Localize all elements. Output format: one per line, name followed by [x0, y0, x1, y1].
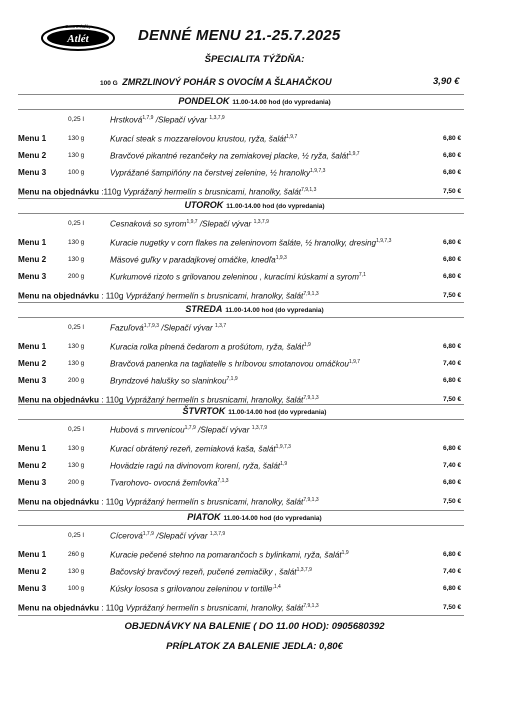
day-hours: 11.00-14.00 hod (do vypredania): [228, 409, 327, 416]
special-price: 3,90 €: [433, 76, 460, 87]
footer-orders: OBJEDNÁVKY NA BALENIE ( DO 11.00 HOD): 0905680392: [124, 621, 385, 632]
menu-desc: [110, 359, 360, 369]
soup-row: [0, 115, 509, 129]
menu-allergens: 7,1,9: [226, 376, 238, 382]
soup-name: Hubová s mrvenicou: [110, 425, 185, 435]
menu-qty: 130 g: [68, 239, 85, 246]
menu-desc: [110, 567, 312, 577]
section-divider: [18, 94, 464, 95]
soup-desc: [110, 219, 269, 229]
soup-desc: [110, 531, 225, 541]
menu-desc: [110, 238, 391, 248]
menu-price: 6,80 €: [443, 479, 462, 486]
menu-row: [0, 478, 509, 492]
menu-label: Menu 3: [18, 376, 47, 385]
menu-price: 6,80 €: [443, 377, 462, 384]
menu-allergens: 1,9,3: [275, 255, 287, 261]
menu-label: Menu 1: [18, 444, 47, 453]
menu-dish: Kuracie nugetky v corn flakes na zeleninovom šaláte, ½ hranolky, dresing: [110, 238, 377, 248]
soup-name: Hrstková: [110, 115, 143, 125]
soup-alt-allergens: 1,3,7: [215, 323, 227, 329]
menu-allergens: 7,1: [358, 272, 366, 278]
soup-name: Cesnaková so syrom: [110, 219, 187, 229]
menu-allergens: 1,9,7,3: [310, 168, 326, 174]
special-name: ZMRZLINOVÝ POHÁR S OVOCÍM A ŠLAHAČKOU: [122, 77, 332, 87]
order-price: 7,50 €: [443, 498, 462, 505]
menu-price: 7,40 €: [443, 462, 462, 469]
menu-qty: 200 g: [68, 377, 85, 384]
menu-desc: [110, 550, 349, 560]
menu-label: Menu 3: [18, 168, 47, 177]
menu-label: Menu 2: [18, 359, 47, 368]
day-heading: [0, 512, 509, 522]
special-qty: 100 G: [100, 80, 118, 87]
menu-row: [0, 376, 509, 390]
menu-price: 6,80 €: [443, 585, 462, 592]
order-qty: : 110g: [98, 497, 126, 507]
day-name: STREDA: [185, 304, 223, 314]
soup-alt: /Slepačí vývar: [195, 425, 252, 435]
menu-dish: Kurací steak s mozzarelovou krustou, ryža, šalát: [110, 134, 287, 144]
atlet-logo: [40, 22, 116, 52]
order-price: 7,50 €: [443, 188, 462, 195]
menu-allergens: 1,9,7: [348, 151, 360, 157]
menu-row: [0, 238, 509, 252]
menu-price: 6,80 €: [443, 135, 462, 142]
menu-price: 6,80 €: [443, 551, 462, 558]
order-allergens: 7,9,1,3: [303, 603, 319, 609]
order-price: 7,50 €: [443, 604, 462, 611]
menu-dish: Bryndzové halušky so slaninkou: [110, 376, 227, 386]
soup-row: [0, 219, 509, 233]
day-heading: [0, 304, 509, 314]
soup-row: [0, 425, 509, 439]
menu-dish: Hovädzie ragú na divinovom korení, ryža, šalát: [110, 461, 281, 471]
menu-qty: 130 g: [68, 360, 85, 367]
section-divider: [18, 510, 464, 511]
soup-qty: 0,25 l: [68, 116, 84, 123]
menu-price: 6,80 €: [443, 343, 462, 350]
menu-desc: [110, 134, 297, 144]
menu-desc: [110, 461, 287, 471]
menu-desc: [110, 255, 287, 265]
menu-qty: 100 g: [68, 585, 85, 592]
soup-alt-allergens: 1,3,7,9: [251, 425, 268, 431]
menu-label: Menu 3: [18, 584, 47, 593]
order-label: Menu na objednávku: [18, 497, 99, 507]
soup-alt-allergens: 1,3,7,9: [209, 531, 226, 537]
menu-price: 6,80 €: [443, 445, 462, 452]
page-title: DENNÉ MENU 21.-25.7.2025: [138, 27, 341, 44]
order-allergens: 7,9,1,3: [303, 395, 319, 401]
menu-dish: Kuracia rolka plnená čedarom a prošútom, ryža, šalát: [110, 342, 304, 352]
day-name: PIATOK: [187, 512, 221, 522]
menu-dish: Tvarohovo- ovocná žemľovka: [110, 478, 218, 488]
menu-qty: 130 g: [68, 462, 85, 469]
day-heading: [0, 200, 509, 210]
order-label: Menu na objednávku: [18, 187, 99, 197]
menu-allergens: 1,9,7,3: [275, 444, 291, 450]
menu-dish: Vyprážané šampiňóny na čerstvej zelenine, ½ hranolky: [110, 168, 311, 178]
menu-dish: Kurací obrátený rezeň, zemiaková kaša, šalát: [110, 444, 276, 454]
menu-allergens: 7,1,3: [217, 478, 229, 484]
soup-desc: [110, 425, 267, 435]
menu-row: [0, 461, 509, 475]
soup-desc: [110, 115, 225, 125]
menu-dish: Kurkumové rizoto s grilovanou zeleninou , kuracími kúskami a syrom: [110, 272, 359, 282]
menu-dish: Kuracie pečené stehno na pomarančoch s bylinkami, ryža, šalát: [110, 550, 342, 560]
soup-qty: 0,25 l: [68, 532, 84, 539]
soup-alt: /Slepačí vývar: [197, 219, 254, 229]
footer-packaging: PRÍPLATOK ZA BALENIE JEDLA: 0,80€: [166, 641, 343, 652]
menu-row: [0, 168, 509, 182]
menu-qty: 100 g: [68, 169, 85, 176]
order-qty: : 110g: [98, 603, 126, 613]
section-divider: [18, 213, 464, 214]
menu-qty: 130 g: [68, 568, 85, 575]
day-name: ŠTVRTOK: [182, 406, 226, 416]
soup-alt: /Slepačí vývar: [159, 323, 215, 333]
menu-desc: [110, 444, 291, 454]
menu-label: Menu 3: [18, 272, 47, 281]
menu-label: Menu 3: [18, 478, 47, 487]
menu-label: Menu 1: [18, 238, 47, 247]
menu-qty: 200 g: [68, 479, 85, 486]
menu-qty: 130 g: [68, 152, 85, 159]
menu-row: [0, 134, 509, 148]
order-allergens: 7,9,1,3: [303, 291, 319, 297]
section-divider: [18, 615, 464, 616]
order-dish: Vyprážaný hermelín s brusnicami, hranolky, šalát: [125, 603, 304, 613]
soup-qty: 0,25 l: [68, 220, 84, 227]
order-line: [18, 603, 319, 613]
menu-allergens: ,1,4: [272, 584, 281, 590]
menu-qty: 130 g: [68, 256, 85, 263]
menu-row: [0, 255, 509, 269]
menu-label: Menu 2: [18, 567, 47, 576]
menu-label: Menu 1: [18, 134, 47, 143]
day-hours: 11.00-14.00 hod (do vypredania): [232, 99, 331, 106]
menu-desc: [110, 342, 311, 352]
menu-row: [0, 151, 509, 165]
soup-alt: /Slepačí vývar: [153, 531, 210, 541]
soup-desc: [110, 323, 226, 333]
menu-row: [0, 550, 509, 564]
menu-qty: 260 g: [68, 551, 85, 558]
menu-dish: Bačovský bravčový rezeň, pučené zemiačiky , šalát: [110, 567, 297, 577]
day-hours: 11.00-14.00 hod (do vypredania): [226, 203, 325, 210]
menu-allergens: 1,9,7: [286, 134, 298, 140]
special-item: [100, 77, 332, 87]
menu-dish: Kúsky lososa s grilovanou zeleninou v tortille: [110, 584, 273, 594]
section-divider: [18, 525, 464, 526]
menu-price: 6,80 €: [443, 273, 462, 280]
menu-price: 7,40 €: [443, 568, 462, 575]
section-divider: [18, 198, 464, 199]
menu-allergens: 1,3,7,9: [296, 567, 312, 573]
menu-dish: Bravčové pikantné rezančeky na zemiakovej placke, ½ ryža, šalát: [110, 151, 349, 161]
menu-row: [0, 272, 509, 286]
order-label: Menu na objednávku: [18, 291, 99, 301]
order-line: [18, 187, 316, 197]
menu-qty: 200 g: [68, 273, 85, 280]
menu-price: 6,80 €: [443, 239, 462, 246]
section-divider: [18, 109, 464, 110]
soup-alt-allergens: 1,3,7,9: [209, 115, 225, 121]
menu-allergens: 1,9,7: [348, 359, 361, 365]
day-name: PONDELOK: [178, 96, 230, 106]
menu-allergens: 1,9: [303, 342, 311, 348]
menu-allergens: 1,9,7,3: [376, 238, 392, 244]
menu-row: [0, 567, 509, 581]
menu-dish: Mäsové guľky v paradajkovej omáčke, knedľa: [110, 255, 276, 265]
menu-row: [0, 444, 509, 458]
menu-price: 6,80 €: [443, 169, 462, 176]
order-row: [0, 497, 509, 511]
logo-main-text: Atlét: [67, 33, 89, 45]
soup-allergens: 1,7,9,3: [143, 323, 160, 329]
section-divider: [18, 419, 464, 420]
soup-allergens: 1,9,7: [186, 219, 198, 225]
menu-desc: [110, 168, 325, 178]
order-dish: Vyprážaný hermelín s brusnicami, hranolky, šalát: [123, 187, 302, 197]
menu-dish: Bravčová panenka na tagliatelle s hríbovou smotanovou omáčkou: [110, 359, 349, 369]
order-qty: : 110g: [98, 291, 126, 301]
menu-qty: 130 g: [68, 135, 85, 142]
day-hours: 11.00-14.00 hod (do vypredania): [223, 515, 322, 522]
order-dish: Vyprážaný hermelín s brusnicami, hranolky, šalát: [125, 291, 304, 301]
menu-qty: 130 g: [68, 445, 85, 452]
soup-alt-allergens: 1,3,7,9: [253, 219, 269, 225]
order-allergens: 7,9,1,3: [301, 187, 317, 193]
order-qty: : 110g: [98, 395, 126, 405]
day-heading: [0, 96, 509, 106]
soup-name: Fazuľová: [110, 323, 144, 333]
logo-top-text: Gastroslužby: [64, 24, 92, 29]
order-line: [18, 497, 319, 507]
menu-row: [0, 359, 509, 373]
order-allergens: 7,9,1,3: [303, 497, 319, 503]
menu-label: Menu 2: [18, 151, 47, 160]
menu-qty: 130 g: [68, 343, 85, 350]
order-label: Menu na objednávku: [18, 603, 99, 613]
day-name: UTOROK: [184, 200, 224, 210]
order-price: 7,50 €: [443, 292, 462, 299]
day-hours: 11.00-14.00 hod (do vypredania): [225, 307, 324, 314]
soup-allergens: 1,7,9: [142, 531, 154, 537]
soup-row: [0, 323, 509, 337]
section-divider: [18, 404, 464, 405]
menu-desc: [110, 376, 238, 386]
menu-desc: [110, 151, 360, 161]
menu-desc: [110, 584, 281, 594]
soup-alt: /Slepačí vývar: [153, 115, 210, 125]
menu-label: Menu 2: [18, 461, 47, 470]
menu-label: Menu 2: [18, 255, 47, 264]
menu-allergens: 1,9: [280, 461, 288, 467]
special-heading: ŠPECIALITA TÝŽDŇA:: [204, 54, 305, 65]
soup-allergens: 1,7,9: [142, 115, 154, 121]
menu-price: 6,80 €: [443, 256, 462, 263]
soup-qty: 0,25 l: [68, 426, 84, 433]
section-divider: [18, 317, 464, 318]
order-line: [18, 291, 319, 301]
menu-row: [0, 342, 509, 356]
order-dish: Vyprážaný hermelín s brusnicami, hranolky, šalát: [125, 395, 304, 405]
day-heading: [0, 406, 509, 416]
menu-allergens: 1,9: [341, 550, 349, 556]
menu-row: [0, 584, 509, 598]
soup-row: [0, 531, 509, 545]
soup-allergens: 1,7,9: [184, 425, 196, 431]
order-qty: :110g: [98, 187, 124, 197]
section-divider: [18, 302, 464, 303]
soup-name: Cícerová: [110, 531, 143, 541]
menu-desc: [110, 272, 366, 282]
menu-price: 6,80 €: [443, 152, 462, 159]
order-price: 7,50 €: [443, 396, 462, 403]
soup-qty: 0,25 l: [68, 324, 84, 331]
menu-price: 7,40 €: [443, 360, 462, 367]
order-dish: Vyprážaný hermelín s brusnicami, hranolky, šalát: [125, 497, 304, 507]
menu-label: Menu 1: [18, 342, 47, 351]
menu-desc: [110, 478, 229, 488]
menu-label: Menu 1: [18, 550, 47, 559]
order-label: Menu na objednávku: [18, 395, 99, 405]
